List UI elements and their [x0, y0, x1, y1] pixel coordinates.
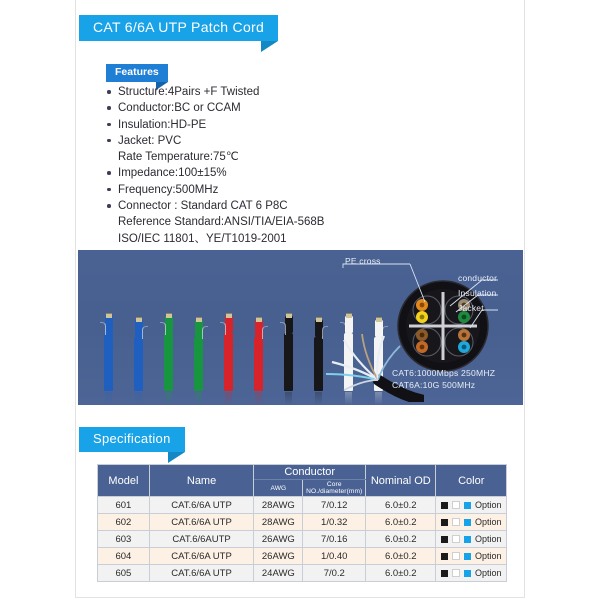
cell-model: 601 — [98, 497, 150, 514]
page-title — [79, 15, 278, 41]
cable-red-cable-2 — [254, 317, 264, 391]
ribbon-tail-icon — [168, 452, 185, 463]
cable-reflection — [195, 392, 202, 405]
plug-contacts — [136, 317, 142, 322]
cell-color — [436, 531, 507, 548]
cable-jacket — [194, 337, 203, 391]
color-swatch-white[interactable] — [452, 535, 460, 543]
color-option-label: Option — [474, 517, 502, 527]
table-header-row-1 — [98, 465, 507, 480]
speed-spec-text — [392, 368, 495, 391]
feature-text: Rate Temperature:75℃ — [118, 151, 239, 164]
cell-model: 603 — [98, 531, 150, 548]
cell-color — [436, 565, 507, 582]
cell-nominal-od: 6.0±0.2 — [366, 497, 436, 514]
list-item — [106, 133, 436, 149]
cell-awg: 26AWG — [254, 548, 303, 565]
feature-text: Reference Standard:ANSI/TIA/EIA-568B — [118, 216, 325, 229]
color-swatch-white[interactable] — [452, 501, 460, 509]
list-item — [106, 198, 436, 214]
plug-contacts — [256, 317, 262, 322]
cell-name: CAT.6/6A UTP — [149, 497, 253, 514]
plug-contacts — [286, 313, 292, 318]
color-swatch-group[interactable] — [436, 531, 506, 547]
cable-jacket — [104, 333, 113, 391]
plug-latch-clip — [280, 322, 286, 335]
color-swatch-blue[interactable] — [464, 570, 471, 577]
features-badge — [106, 64, 168, 82]
table-row — [98, 497, 507, 514]
label-pe-cross: PE cross — [345, 256, 381, 266]
cell-core-diameter: 7/0.16 — [303, 531, 366, 548]
features-list — [106, 84, 436, 247]
table-row — [98, 565, 507, 582]
header-conductor: Conductor — [254, 465, 366, 480]
plug-latch-clip — [100, 322, 106, 335]
list-item — [106, 100, 436, 116]
list-item — [106, 117, 436, 133]
cable-blue-cable-1 — [104, 313, 114, 391]
cable-jacket — [224, 333, 233, 391]
cell-awg: 28AWG — [254, 497, 303, 514]
feature-text: Conductor:BC or CCAM — [118, 102, 241, 115]
header-awg: AWG — [254, 480, 303, 497]
plug-latch-clip — [160, 322, 166, 335]
specification-badge — [79, 427, 185, 452]
cable-jacket — [284, 333, 293, 391]
feature-text: Insulation:HD-PE — [118, 118, 207, 131]
color-swatch-blue[interactable] — [464, 502, 471, 509]
color-option-label: Option — [474, 568, 502, 578]
cable-reflection — [285, 392, 292, 405]
cable-jacket — [134, 337, 143, 391]
cell-model: 602 — [98, 514, 150, 531]
color-swatch-white[interactable] — [452, 518, 460, 526]
color-swatch-white[interactable] — [452, 552, 460, 560]
cell-name: CAT.6/6A UTP — [149, 548, 253, 565]
header-core-diameter: Core NO./diameter(mm) — [303, 480, 366, 497]
color-swatch-blue[interactable] — [464, 536, 471, 543]
cell-awg: 28AWG — [254, 514, 303, 531]
cell-name: CAT.6/6A UTP — [149, 514, 253, 531]
feature-text: Connector : Standard CAT 6 P8C — [118, 200, 288, 213]
cell-color — [436, 514, 507, 531]
cell-core-diameter: 1/0.32 — [303, 514, 366, 531]
feature-text: Jacket: PVC — [118, 134, 182, 147]
cable-reflection — [225, 392, 232, 405]
color-swatch-group[interactable] — [436, 548, 506, 564]
speed-line-cat6: CAT6:1000Mbps 250MHZ — [392, 368, 496, 378]
color-swatch-black[interactable] — [441, 536, 448, 543]
cable-jacket — [164, 333, 173, 391]
color-swatch-black[interactable] — [441, 519, 448, 526]
cell-color — [436, 548, 507, 565]
list-item — [106, 165, 436, 181]
list-item — [106, 231, 436, 247]
plug-latch-clip — [142, 326, 148, 339]
header-nominal-od: Nominal OD — [366, 465, 436, 497]
cell-nominal-od: 6.0±0.2 — [366, 565, 436, 582]
plug-latch-clip — [220, 322, 226, 335]
feature-text: Structure:4Pairs +F Twisted — [118, 86, 260, 98]
cable-reflection — [165, 392, 172, 405]
color-swatch-blue[interactable] — [464, 519, 471, 526]
plug-latch-clip — [262, 326, 268, 339]
cell-model: 605 — [98, 565, 150, 582]
header-name: Name — [149, 465, 253, 497]
cable-green-cable-2 — [194, 317, 204, 391]
plug-contacts — [196, 317, 202, 322]
cell-nominal-od: 6.0±0.2 — [366, 531, 436, 548]
cable-red-cable-1 — [224, 313, 234, 391]
specification-table — [97, 464, 507, 582]
cell-name: CAT.6/6A UTP — [149, 565, 253, 582]
cell-name: CAT.6/6AUTP — [149, 531, 253, 548]
color-swatch-white[interactable] — [452, 569, 460, 577]
page-title-text: CAT 6/6A UTP Patch Cord — [93, 19, 265, 35]
color-swatch-group[interactable] — [436, 565, 506, 581]
table-body — [98, 497, 507, 582]
header-color: Color — [436, 465, 507, 497]
cable-black-cable-1 — [284, 313, 294, 391]
plug-contacts — [106, 313, 112, 318]
cable-green-cable-1 — [164, 313, 174, 391]
feature-text: ISO/IEC 11801、YE/T1019-2001 — [118, 232, 287, 245]
label-jacket: Jacket — [458, 303, 484, 313]
color-swatch-group[interactable] — [436, 497, 506, 513]
cell-color — [436, 497, 507, 514]
color-option-label: Option — [474, 534, 502, 544]
features-badge-text: Features — [115, 66, 159, 78]
cell-nominal-od: 6.0±0.2 — [366, 548, 436, 565]
label-insulation: Insulation — [458, 288, 497, 298]
table-row — [98, 531, 507, 548]
color-option-label: Option — [474, 551, 502, 561]
header-model: Model — [98, 465, 150, 497]
cell-awg: 24AWG — [254, 565, 303, 582]
color-swatch-blue[interactable] — [464, 553, 471, 560]
cable-reflection — [135, 392, 142, 405]
speed-line-cat6a: CAT6A:10G 500MHz — [392, 379, 476, 390]
plug-contacts — [226, 313, 232, 318]
feature-text: Frequency:500MHz — [118, 183, 219, 196]
plug-contacts — [166, 313, 172, 318]
list-item — [106, 84, 436, 100]
cell-model: 604 — [98, 548, 150, 565]
plug-latch-clip — [202, 326, 208, 339]
cable-reflection — [255, 392, 262, 405]
table-row — [98, 548, 507, 565]
list-item — [106, 149, 436, 165]
feature-text: Impedance:100±15% — [118, 167, 227, 180]
cell-awg: 26AWG — [254, 531, 303, 548]
cable-jacket — [254, 337, 263, 391]
ribbon-tail-icon — [261, 41, 278, 52]
cell-nominal-od: 6.0±0.2 — [366, 514, 436, 531]
color-swatch-black[interactable] — [441, 553, 448, 560]
cable-blue-cable-2 — [134, 317, 144, 391]
label-conductor: conductor — [458, 273, 498, 283]
color-option-label: Option — [474, 500, 502, 510]
color-swatch-black[interactable] — [441, 502, 448, 509]
specification-badge-text: Specification — [93, 431, 171, 446]
list-item — [106, 214, 436, 230]
color-swatch-black[interactable] — [441, 570, 448, 577]
cable-reflection — [105, 392, 112, 405]
list-item — [106, 182, 436, 198]
color-swatch-group[interactable] — [436, 514, 506, 530]
table-row — [98, 514, 507, 531]
cell-core-diameter: 7/0.2 — [303, 565, 366, 582]
cell-core-diameter: 1/0.40 — [303, 548, 366, 565]
plug-contacts — [346, 313, 352, 318]
table-header — [98, 465, 507, 497]
cell-core-diameter: 7/0.12 — [303, 497, 366, 514]
